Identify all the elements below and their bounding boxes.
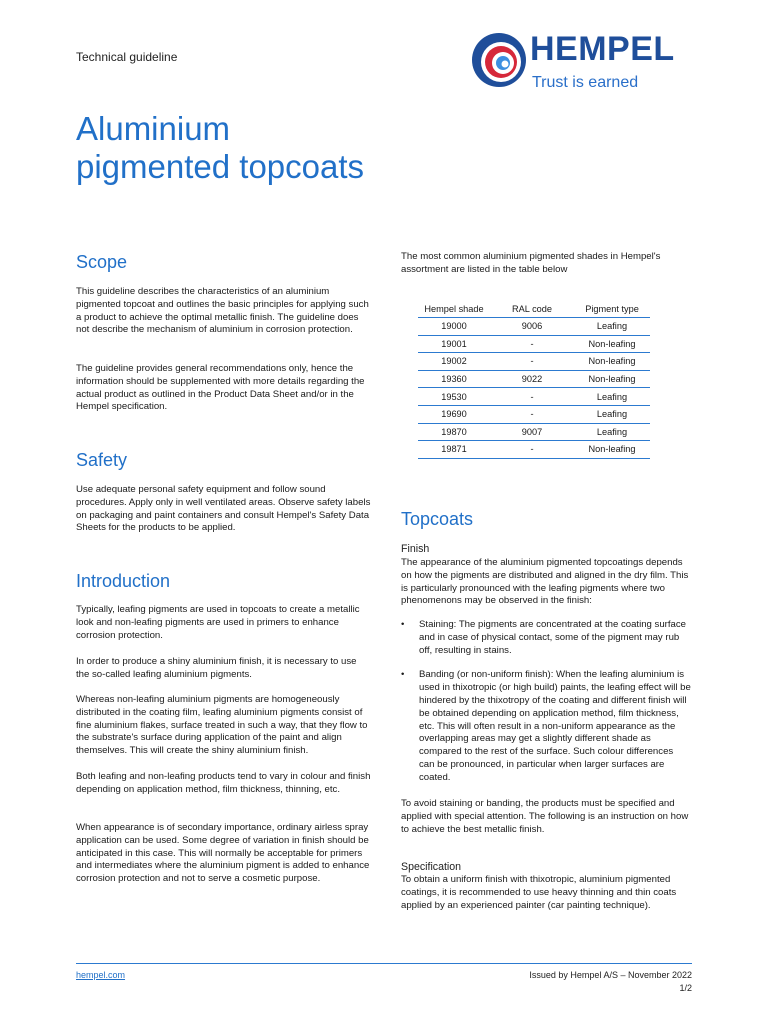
table-cell-ral: - xyxy=(490,405,574,423)
table-cell-pigment: Non-leafing xyxy=(574,370,650,388)
table-cell-shade: 19530 xyxy=(418,388,490,406)
table-header-row xyxy=(418,300,650,318)
safety-paragraph-1: Use adequate personal safety equipment and follow sound procedures. Apply only in well ventilated areas. Observe safety labels on packaging and paint containers and consult Hempel's Safety Data Sheets for the products to be applied. xyxy=(76,484,371,534)
table-cell-ral: 9007 xyxy=(490,423,574,441)
list-item: • Banding (or non-uniform finish): When the leafing aluminium is used in thixotropic (or high build) paints, the leafing effect will be hindered by the thixotropy of the coating and different finish will be obtained depending on application method, film thickness, etc. This will often result in a non-uniform appearance as the overlapping areas may get a slightly different shade as compared to the rest of the surface. Such colour differences can be pronounced, in particular when larger surfaces are coated. xyxy=(401,669,691,784)
scope-paragraph-1: This guideline describes the characteristics of an aluminium pigmented topcoat and outlines the basic principles for applying such a product to achieve the optimal metallic finish. The guideline does not describe the mechanism of aluminium in corrosion protection. xyxy=(76,286,369,336)
shades-intro-paragraph: The most common aluminium pigmented shades in Hempel's assortment are listed in the table below xyxy=(401,251,661,275)
page-title-line-1: Aluminium xyxy=(76,110,231,147)
table-row xyxy=(418,423,650,441)
page-number: 1/2 xyxy=(679,983,692,993)
scope-heading: Scope xyxy=(76,252,128,272)
table-cell-ral: - xyxy=(490,335,574,353)
scope-paragraph-2: The guideline provides general recommendations only, hence the information should be supplemented with more details regarding the actual product as outlined in the Product Data Sheet and/or in the Hempel specification. xyxy=(76,363,365,413)
finish-subheading: Finish xyxy=(401,543,430,555)
hempel-website-link[interactable]: hempel.com xyxy=(76,970,126,980)
document-type-label: Technical guideline xyxy=(76,50,178,64)
table-cell-ral: - xyxy=(490,441,574,459)
table-cell-ral: - xyxy=(490,353,574,371)
table-row xyxy=(418,370,650,388)
column-header-pigment-type: Pigment type xyxy=(574,300,650,318)
table-cell-shade: 19870 xyxy=(418,423,490,441)
table-cell-shade: 19002 xyxy=(418,353,490,371)
table-cell-pigment: Leafing xyxy=(574,318,650,336)
table-cell-shade: 19690 xyxy=(418,405,490,423)
introduction-paragraph-1: Typically, leafing pigments are used in topcoats to create a metallic look and non-leafing pigments are used in primers to enhance corrosion protection. xyxy=(76,604,360,641)
footer-issued-by: Issued by Hempel A/S – November 2022 xyxy=(529,970,692,980)
table-cell-ral: - xyxy=(490,388,574,406)
table-cell-shade: 19000 xyxy=(418,318,490,336)
table-row xyxy=(418,335,650,353)
hempel-logo xyxy=(470,26,700,98)
logo-tagline: Trust is earned xyxy=(532,74,639,91)
table-row xyxy=(418,405,650,423)
finish-paragraph-1: The appearance of the aluminium pigmented topcoatings depends on how the pigments are distributed and aligned in the dry film. This is particularly pronounced with the leafing pigments where two phenomenons may be observed in the finish: xyxy=(401,557,689,607)
table-cell-pigment: Leafing xyxy=(574,423,650,441)
table-cell-pigment: Leafing xyxy=(574,388,650,406)
introduction-heading: Introduction xyxy=(76,571,171,591)
column-header-ral-code: RAL code xyxy=(490,300,574,318)
column-header-hempel-shade: Hempel shade xyxy=(418,300,490,318)
logo-wordmark: HEMPEL xyxy=(530,30,675,68)
table-cell-ral: 9006 xyxy=(490,318,574,336)
introduction-paragraph-5: When appearance is of secondary importance, ordinary airless spray application can be used. Some degree of variation in finish should be anticipated in this case. This will normally be acceptable for primers and intermediates where the aluminium pigment is added to enhance corrosion protection and not to serve a cosmetic purpose. xyxy=(76,822,370,885)
footer-divider xyxy=(76,963,692,964)
table-row xyxy=(418,441,650,459)
introduction-paragraph-4: Both leafing and non-leafing products tend to vary in colour and finish depending on application method, film thickness, thinning, etc. xyxy=(76,771,371,795)
list-item: • Staining: The pigments are concentrated at the coating surface and in case of physical contact, some of the pigment may rub off, resulting in stains. xyxy=(401,619,691,657)
table-row xyxy=(418,318,650,336)
shades-table-container xyxy=(418,300,650,459)
table-cell-shade: 19001 xyxy=(418,335,490,353)
finish-bullet-list xyxy=(401,619,691,797)
table-cell-pigment: Leafing xyxy=(574,405,650,423)
table-cell-pigment: Non-leafing xyxy=(574,353,650,371)
specification-paragraph: To obtain a uniform finish with thixotropic, aluminium pigmented coatings, it is recommended to use heavy thinning and thin coats applied by an experienced painter (car painting technique). xyxy=(401,874,677,911)
table-cell-pigment: Non-leafing xyxy=(574,335,650,353)
table-cell-shade: 19871 xyxy=(418,441,490,459)
page-title-line-2: pigmented topcoats xyxy=(76,148,365,185)
table-cell-pigment: Non-leafing xyxy=(574,441,650,459)
table-row xyxy=(418,353,650,371)
table-row xyxy=(418,388,650,406)
safety-heading: Safety xyxy=(76,450,128,470)
table-cell-shade: 19360 xyxy=(418,370,490,388)
page-title xyxy=(76,110,436,186)
introduction-paragraph-2: In order to produce a shiny aluminium finish, it is necessary to use the so-called leafing aluminium pigments. xyxy=(76,656,357,680)
specification-subheading: Specification xyxy=(401,861,462,873)
topcoats-heading: Topcoats xyxy=(401,509,474,529)
finish-paragraph-2: To avoid staining or banding, the products must be specified and applied with special attention. The following is an instruction on how to achieve the best metallic finish. xyxy=(401,798,689,835)
introduction-paragraph-3: Whereas non-leafing aluminium pigments are homogeneously distributed in the coating film, leafing aluminium pigments consist of fine aluminium flakes, surface treated in such a way, that they flow to the substrate's surface during application of the paint and align themselves. This will create the shiny aluminium finish. xyxy=(76,694,368,757)
shades-table xyxy=(418,300,650,459)
hempel-logo-mark-icon xyxy=(470,26,528,94)
table-cell-ral: 9022 xyxy=(490,370,574,388)
